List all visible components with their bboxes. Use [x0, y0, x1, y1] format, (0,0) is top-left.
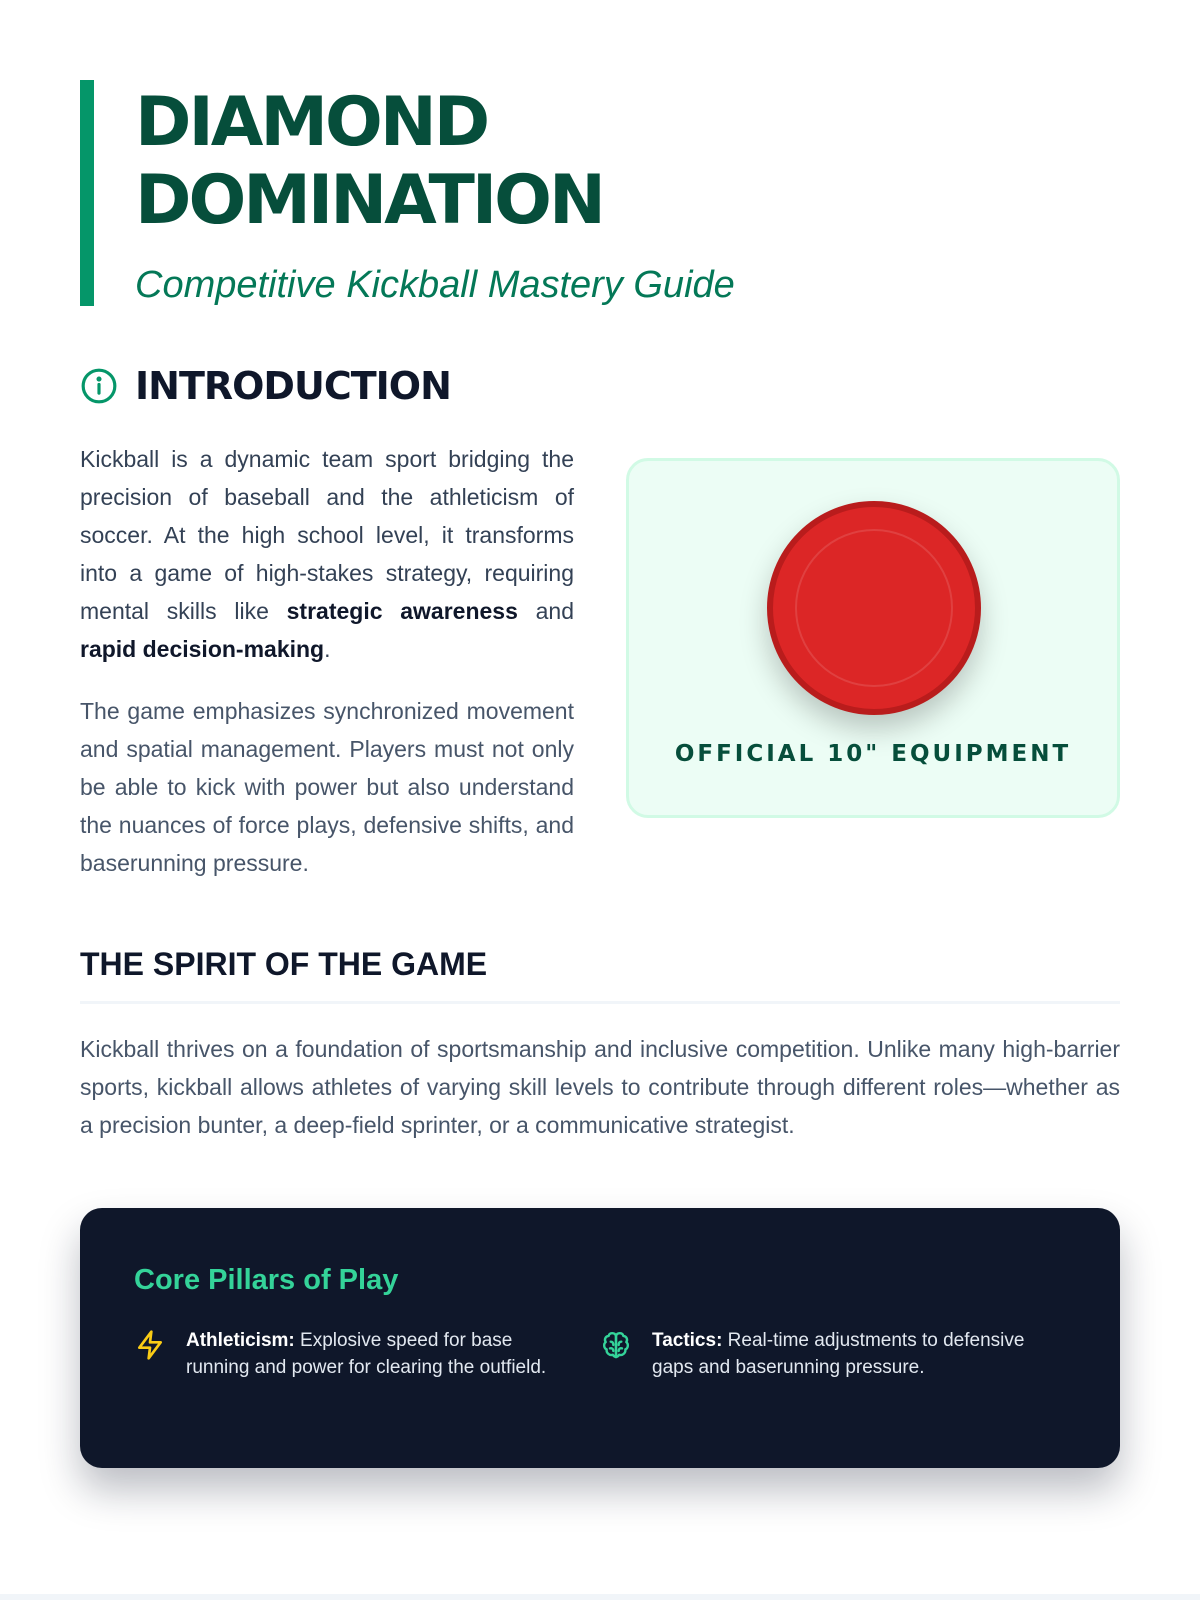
- intro-paragraph-1: [80, 440, 574, 668]
- core-pillars-panel: [80, 1208, 1120, 1468]
- pillars-heading: Core Pillars of Play: [134, 1264, 399, 1296]
- intro-p1-and: and: [517, 598, 575, 624]
- title-line-1: DIAMOND: [135, 83, 488, 162]
- intro-p1-bold-decision: rapid decision-making: [80, 636, 325, 662]
- title-line-2: DOMINATION: [135, 161, 603, 240]
- page-subtitle: Competitive Kickball Mastery Guide: [135, 264, 735, 306]
- pillar-athleticism-text: [186, 1327, 566, 1381]
- lightning-icon: [134, 1329, 166, 1361]
- pillar-athleticism-description: Explosive speed for base running and power for clearing the outfield.: [186, 1330, 547, 1378]
- document-page: [80, 80, 1120, 1468]
- introduction-title: INTRODUCTION: [135, 364, 451, 408]
- intro-paragraph-2: The game emphasizes synchronized movement and spatial management. Players must not only be able to kick with power but also understand the nuances of force plays, defensive shifts, and baserunning pressure.: [80, 698, 574, 876]
- hero-accent-bar: [80, 80, 94, 306]
- pillar-tactics: [600, 1327, 1066, 1381]
- page-bottom-edge: [0, 1594, 1200, 1600]
- pillar-tactics-text: [652, 1327, 1032, 1381]
- info-icon: [80, 367, 118, 405]
- spirit-paragraph: Kickball thrives on a foundation of sportsmanship and inclusive competition. Unlike many high-barrier sports, kickball allows athletes of varying skill levels to contribute through different roles—whether as a precision bunter, a deep-field sprinter, or a communicative strategist.: [80, 1036, 1120, 1138]
- introduction-text: [80, 440, 574, 882]
- hero-header: [80, 80, 1120, 306]
- pillar-athleticism-label: Athleticism:: [186, 1330, 295, 1351]
- intro-p1-bold-strategic: strategic awareness: [286, 598, 518, 624]
- spirit-heading: THE SPIRIT OF THE GAME: [80, 946, 1120, 1004]
- pillar-tactics-label: Tactics:: [652, 1330, 723, 1351]
- pillar-athleticism: [134, 1327, 600, 1381]
- brain-icon: [600, 1329, 632, 1361]
- equipment-card: [626, 458, 1120, 818]
- pillars-list: [134, 1327, 1066, 1381]
- intro-p1-text: Kickball is a dynamic team sport bridging the precision of baseball and the athleticism of soccer. At the high school level, it transforms into a game of high-stakes strategy, requiring mental skills like: [80, 446, 574, 624]
- introduction-content: [80, 440, 1120, 882]
- page-title: [135, 80, 1120, 240]
- kickball-inner-ring: [795, 529, 953, 687]
- intro-p1-end: .: [324, 636, 331, 662]
- introduction-heading: [80, 362, 1120, 410]
- equipment-label: OFFICIAL 10" EQUIPMENT: [674, 741, 1072, 767]
- pillar-tactics-description: Real-time adjustments to defensive gaps and baserunning pressure.: [652, 1330, 1025, 1378]
- kickball-image: [767, 501, 981, 715]
